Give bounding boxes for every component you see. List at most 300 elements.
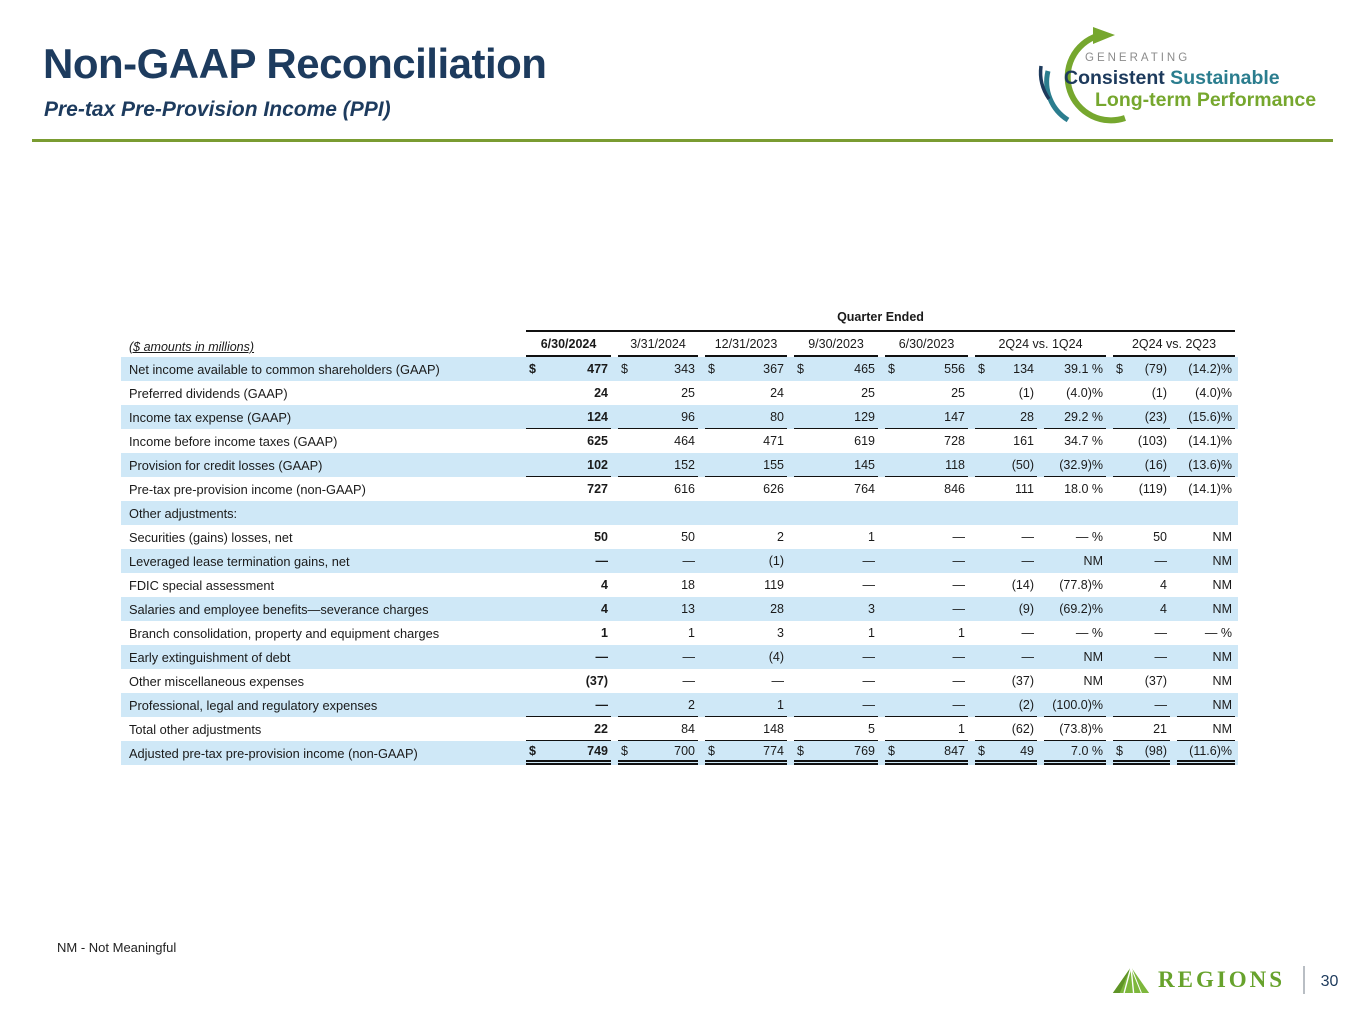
table-cell — [526, 621, 611, 645]
cell-value: 619 — [854, 434, 875, 448]
cell-value: 471 — [763, 434, 784, 448]
header-divider — [32, 139, 1333, 142]
table-body — [121, 357, 1238, 765]
table-cell — [1113, 501, 1170, 525]
table-cell — [1113, 621, 1170, 645]
cell-value: 343 — [674, 362, 695, 376]
cell-value: — — [862, 554, 875, 568]
cell-value: — — [682, 650, 695, 664]
table-row — [121, 621, 1238, 645]
cell-value: 4 — [601, 602, 608, 616]
table-cell — [618, 573, 698, 597]
cell-value: 129 — [854, 409, 875, 424]
cell-value: NM — [1212, 530, 1232, 544]
cell-value: — — [682, 674, 695, 688]
table-cell — [885, 405, 968, 429]
table-row — [121, 741, 1238, 765]
table-cell — [705, 621, 787, 645]
table-row — [121, 573, 1238, 597]
table-cell — [526, 645, 611, 669]
dollar-sign: $ — [708, 743, 715, 758]
cell-value: 49 — [1020, 743, 1034, 758]
table-cell — [705, 477, 787, 501]
table-cell — [705, 597, 787, 621]
cell-value: (62) — [1011, 721, 1034, 736]
cell-value: 148 — [763, 721, 784, 736]
cell-value: 556 — [944, 362, 965, 376]
table-row — [121, 549, 1238, 573]
cell-value: 728 — [944, 434, 965, 448]
table-cell — [885, 741, 968, 765]
brand-word-consistent: Consistent — [1064, 67, 1165, 89]
row-label: Provision for credit losses (GAAP) — [129, 457, 323, 473]
table-cell — [1113, 429, 1170, 453]
table-cell — [705, 405, 787, 429]
cell-value: NM — [1212, 602, 1232, 616]
column-header: 9/30/2023 — [794, 332, 878, 357]
table-cell — [705, 501, 787, 525]
cell-value: (103) — [1137, 434, 1167, 448]
cell-value: 24 — [770, 386, 784, 400]
cell-value: 145 — [854, 457, 875, 472]
table-cell — [1113, 405, 1170, 429]
cell-value: 50 — [681, 530, 695, 544]
table-cell — [618, 597, 698, 621]
table-cell — [975, 381, 1037, 405]
column-header: 12/31/2023 — [705, 332, 787, 357]
table-cell — [1177, 405, 1235, 429]
cell-value: (14.1)% — [1188, 434, 1232, 448]
table-cell — [794, 429, 878, 453]
cell-value: — — [1021, 626, 1034, 640]
table-cell — [1044, 717, 1106, 741]
cell-value: (77.8)% — [1059, 578, 1103, 592]
cell-value: 18 — [681, 578, 695, 592]
cell-value: 102 — [587, 457, 608, 472]
table-row — [121, 405, 1238, 429]
table-cell — [975, 621, 1037, 645]
cell-value: (69.2)% — [1059, 602, 1103, 616]
cell-value: 25 — [951, 386, 965, 400]
table-cell — [975, 549, 1037, 573]
table-cell — [705, 693, 787, 717]
row-label: Other adjustments: — [129, 505, 238, 521]
table-cell — [705, 429, 787, 453]
cell-value: (15.6)% — [1188, 409, 1232, 424]
table-cell — [885, 549, 968, 573]
column-header-vs-1q24: 2Q24 vs. 1Q24 — [975, 332, 1106, 357]
table-cell — [975, 597, 1037, 621]
cell-value: — — [1154, 697, 1167, 712]
table-cell — [618, 525, 698, 549]
table-row — [121, 645, 1238, 669]
cell-value: NM — [1212, 578, 1232, 592]
brand-line-consistent-sustainable — [1064, 67, 1280, 90]
cell-value: (16) — [1144, 457, 1167, 472]
table-cell — [1044, 525, 1106, 549]
table-cell — [975, 453, 1037, 477]
table-cell — [885, 501, 968, 525]
table-cell — [1044, 477, 1106, 501]
dollar-sign: $ — [708, 362, 715, 376]
cell-value: — — [952, 602, 965, 616]
cell-value: — — [771, 674, 784, 688]
table-cell — [1113, 597, 1170, 621]
table-cell — [885, 477, 968, 501]
cell-value: (13.6)% — [1188, 457, 1232, 472]
cell-value: (100.0)% — [1052, 697, 1103, 712]
cell-value: NM — [1212, 697, 1232, 712]
table-cell — [975, 645, 1037, 669]
cell-value: 28 — [770, 602, 784, 616]
table-cell — [1113, 645, 1170, 669]
cell-value: 700 — [674, 743, 695, 758]
cell-value: 847 — [944, 743, 965, 758]
group-header: Quarter Ended — [526, 310, 1235, 332]
cell-value: (37) — [1144, 674, 1167, 688]
table-cell — [618, 501, 698, 525]
table-cell — [1113, 381, 1170, 405]
table-cell — [1177, 501, 1235, 525]
table-cell — [526, 741, 611, 765]
cell-value: (14.1)% — [1188, 482, 1232, 496]
cell-value: 161 — [1013, 434, 1034, 448]
cell-value: 18.0 % — [1064, 482, 1103, 496]
row-label: Total other adjustments — [129, 721, 262, 737]
table-cell — [705, 741, 787, 765]
row-label: Income tax expense (GAAP) — [129, 409, 292, 425]
cell-value: — % — [1075, 530, 1103, 544]
table-row — [121, 693, 1238, 717]
table-cell — [1177, 549, 1235, 573]
column-header-vs-2q23: 2Q24 vs. 2Q23 — [1113, 332, 1235, 357]
cell-value: — — [952, 578, 965, 592]
cell-value: 80 — [770, 409, 784, 424]
cell-value: 147 — [944, 409, 965, 424]
table-cell — [705, 717, 787, 741]
page-title: Non-GAAP Reconciliation — [43, 40, 547, 87]
cell-value: 21 — [1153, 721, 1167, 736]
table-cell — [1044, 357, 1106, 381]
row-label: Adjusted pre-tax pre-provision income (non-GAAP) — [129, 745, 418, 761]
table-cell — [705, 453, 787, 477]
cell-value: — — [952, 674, 965, 688]
cell-value: 1 — [601, 626, 608, 640]
cell-value: (2) — [1018, 697, 1034, 712]
amounts-note: ($ amounts in millions) — [129, 340, 255, 354]
table-cell — [1177, 357, 1235, 381]
cell-value: (73.8)% — [1059, 721, 1103, 736]
cell-value: 1 — [958, 626, 965, 640]
cell-value: — — [1021, 530, 1034, 544]
table-cell — [1177, 693, 1235, 717]
row-label: Early extinguishment of debt — [129, 649, 291, 665]
table-row — [121, 381, 1238, 405]
table-cell — [975, 357, 1037, 381]
table-cell — [794, 717, 878, 741]
table-row — [121, 429, 1238, 453]
table-cell — [618, 645, 698, 669]
cell-value: — — [595, 650, 608, 664]
table-cell — [1044, 501, 1106, 525]
row-label: FDIC special assessment — [129, 577, 275, 593]
table-cell — [975, 717, 1037, 741]
cell-value: (23) — [1144, 409, 1167, 424]
cell-value: 464 — [674, 434, 695, 448]
table-cell — [1044, 429, 1106, 453]
table-cell — [975, 501, 1037, 525]
cell-value: 25 — [861, 386, 875, 400]
table-cell — [705, 525, 787, 549]
table-cell — [618, 549, 698, 573]
dollar-sign: $ — [888, 743, 895, 758]
table-cell — [794, 549, 878, 573]
table-cell — [618, 429, 698, 453]
table-cell — [526, 405, 611, 429]
cell-value: 367 — [763, 362, 784, 376]
cell-value: 625 — [587, 434, 608, 448]
table-cell — [705, 645, 787, 669]
cell-value: — % — [1075, 626, 1103, 640]
cell-value: NM — [1212, 674, 1232, 688]
cell-value: (37) — [585, 674, 608, 688]
cell-value: NM — [1212, 554, 1232, 568]
row-label: Net income available to common shareholders (GAAP) — [129, 361, 440, 377]
table-cell — [526, 477, 611, 501]
table-cell — [705, 669, 787, 693]
table-cell — [705, 549, 787, 573]
cell-value: 134 — [1013, 362, 1034, 376]
table-cell — [526, 501, 611, 525]
cell-value: 7.0 % — [1071, 743, 1103, 758]
row-label: Professional, legal and regulatory expenses — [129, 697, 378, 713]
table-cell — [526, 669, 611, 693]
cell-value: 4 — [601, 578, 608, 592]
cell-value: 29.2 % — [1064, 409, 1103, 424]
cell-value: 22 — [594, 721, 608, 736]
table-cell — [794, 453, 878, 477]
table-cell — [1044, 741, 1106, 765]
table-row — [121, 717, 1238, 741]
table-cell — [975, 525, 1037, 549]
table-cell — [618, 381, 698, 405]
cell-value: 124 — [587, 409, 608, 424]
cell-value: NM — [1083, 674, 1103, 688]
cell-value: 39.1 % — [1064, 362, 1103, 376]
table-cell — [618, 405, 698, 429]
table-cell — [1044, 405, 1106, 429]
cell-value: 764 — [854, 482, 875, 496]
cell-value: 155 — [763, 457, 784, 472]
cell-value: 1 — [868, 626, 875, 640]
row-label: Salaries and employee benefits—severance charges — [129, 601, 429, 617]
cell-value: 2 — [777, 530, 784, 544]
table-cell — [794, 645, 878, 669]
table-cell — [885, 645, 968, 669]
table-cell — [526, 717, 611, 741]
cell-value: 5 — [868, 721, 875, 736]
table-cell — [885, 453, 968, 477]
footer-divider — [1303, 966, 1305, 994]
table-cell — [794, 357, 878, 381]
table-cell — [885, 381, 968, 405]
table-cell — [794, 477, 878, 501]
table-cell — [618, 453, 698, 477]
brand-lockup — [1035, 22, 1335, 134]
cell-value: (4.0)% — [1195, 386, 1232, 400]
dollar-sign: $ — [529, 362, 536, 376]
table-cell — [1177, 597, 1235, 621]
cell-value: — — [595, 554, 608, 568]
cell-value: (9) — [1018, 602, 1034, 616]
dollar-sign: $ — [978, 743, 985, 758]
table-header-row — [121, 332, 1238, 357]
table-cell — [705, 573, 787, 597]
table-cell — [794, 621, 878, 645]
table-cell — [1177, 381, 1235, 405]
table-cell — [1177, 621, 1235, 645]
table-cell — [1044, 549, 1106, 573]
dollar-sign: $ — [797, 743, 804, 758]
cell-value: (14) — [1011, 578, 1034, 592]
cell-value: — — [1154, 626, 1167, 640]
table-cell — [526, 597, 611, 621]
table-cell — [618, 741, 698, 765]
cell-value: 111 — [1014, 482, 1034, 496]
brand-line-generating: GENERATING — [1085, 52, 1191, 64]
table-cell — [1177, 645, 1235, 669]
table-cell — [794, 597, 878, 621]
table-cell — [1177, 741, 1235, 765]
table-cell — [1113, 477, 1170, 501]
table-cell — [618, 669, 698, 693]
cell-value: — — [1021, 554, 1034, 568]
cell-value: 2 — [688, 697, 695, 712]
cell-value: 24 — [594, 386, 608, 400]
page-subtitle: Pre-tax Pre-Provision Income (PPI) — [44, 98, 391, 121]
table-cell — [885, 597, 968, 621]
table-cell — [1044, 693, 1106, 717]
cell-value: — — [862, 697, 875, 712]
cell-value: 1 — [777, 697, 784, 712]
cell-value: 616 — [674, 482, 695, 496]
table-cell — [1177, 453, 1235, 477]
table-cell — [794, 525, 878, 549]
column-header: 6/30/2024 — [526, 332, 611, 357]
table-cell — [885, 429, 968, 453]
table-cell — [705, 357, 787, 381]
table-cell — [1044, 381, 1106, 405]
regions-triangle-icon — [1112, 966, 1150, 994]
table-cell — [885, 717, 968, 741]
cell-value: — % — [1204, 626, 1232, 640]
cell-value: (14.2)% — [1188, 362, 1232, 376]
cell-value: 34.7 % — [1064, 434, 1103, 448]
table-cell — [794, 669, 878, 693]
table-cell — [526, 573, 611, 597]
table-cell — [526, 357, 611, 381]
table-cell — [1113, 357, 1170, 381]
cell-value: (1) — [1018, 386, 1034, 400]
table-cell — [794, 693, 878, 717]
cell-value: — — [952, 650, 965, 664]
table-cell — [618, 693, 698, 717]
cell-value: 769 — [854, 743, 875, 758]
table-cell — [618, 357, 698, 381]
table-cell — [1044, 669, 1106, 693]
table-cell — [1177, 429, 1235, 453]
table-row — [121, 453, 1238, 477]
cell-value: 1 — [868, 530, 875, 544]
cell-value: 626 — [763, 482, 784, 496]
table-cell — [885, 669, 968, 693]
cell-value: (119) — [1138, 482, 1167, 496]
cell-value: (79) — [1144, 362, 1167, 376]
table-cell — [885, 621, 968, 645]
cell-value: — — [862, 650, 875, 664]
cell-value: NM — [1083, 650, 1103, 664]
table-cell — [885, 357, 968, 381]
table-cell — [1044, 645, 1106, 669]
table-cell — [1177, 669, 1235, 693]
table-cell — [975, 477, 1037, 501]
cell-value: 1 — [958, 721, 965, 736]
brand-word-sustainable: Sustainable — [1164, 67, 1280, 89]
cell-value: — — [952, 530, 965, 544]
table-cell — [526, 549, 611, 573]
table-cell — [1113, 453, 1170, 477]
cell-value: — — [1154, 554, 1167, 568]
cell-value: 774 — [763, 743, 784, 758]
table-cell — [1044, 597, 1106, 621]
cell-value: NM — [1083, 554, 1103, 568]
table-cell — [526, 453, 611, 477]
table-row — [121, 525, 1238, 549]
cell-value: 749 — [587, 743, 608, 758]
table-cell — [1113, 549, 1170, 573]
table-cell — [975, 429, 1037, 453]
table-cell — [1044, 621, 1106, 645]
cell-value: (1) — [1151, 386, 1167, 400]
cell-value: (11.6)% — [1189, 743, 1232, 758]
cell-value: NM — [1212, 650, 1232, 664]
row-label: Pre-tax pre-provision income (non-GAAP) — [129, 481, 366, 497]
table-cell — [975, 573, 1037, 597]
table-cell — [975, 741, 1037, 765]
column-header: 3/31/2024 — [618, 332, 698, 357]
table-cell — [885, 693, 968, 717]
cell-value: 50 — [594, 530, 608, 544]
table-cell — [1177, 477, 1235, 501]
table-cell — [526, 429, 611, 453]
cell-value: — — [952, 697, 965, 712]
cell-value: 119 — [764, 578, 784, 592]
table-cell — [794, 573, 878, 597]
table-row — [121, 501, 1238, 525]
cell-value: (50) — [1011, 457, 1034, 472]
table-cell — [618, 717, 698, 741]
table-cell — [1177, 717, 1235, 741]
table-row — [121, 357, 1238, 381]
cell-value: (37) — [1011, 674, 1034, 688]
table-cell — [1113, 525, 1170, 549]
cell-value: — — [682, 554, 695, 568]
cell-value: 118 — [945, 457, 965, 472]
cell-value: 25 — [681, 386, 695, 400]
table-cell — [794, 405, 878, 429]
table-cell — [1177, 525, 1235, 549]
cell-value: 1 — [688, 626, 695, 640]
